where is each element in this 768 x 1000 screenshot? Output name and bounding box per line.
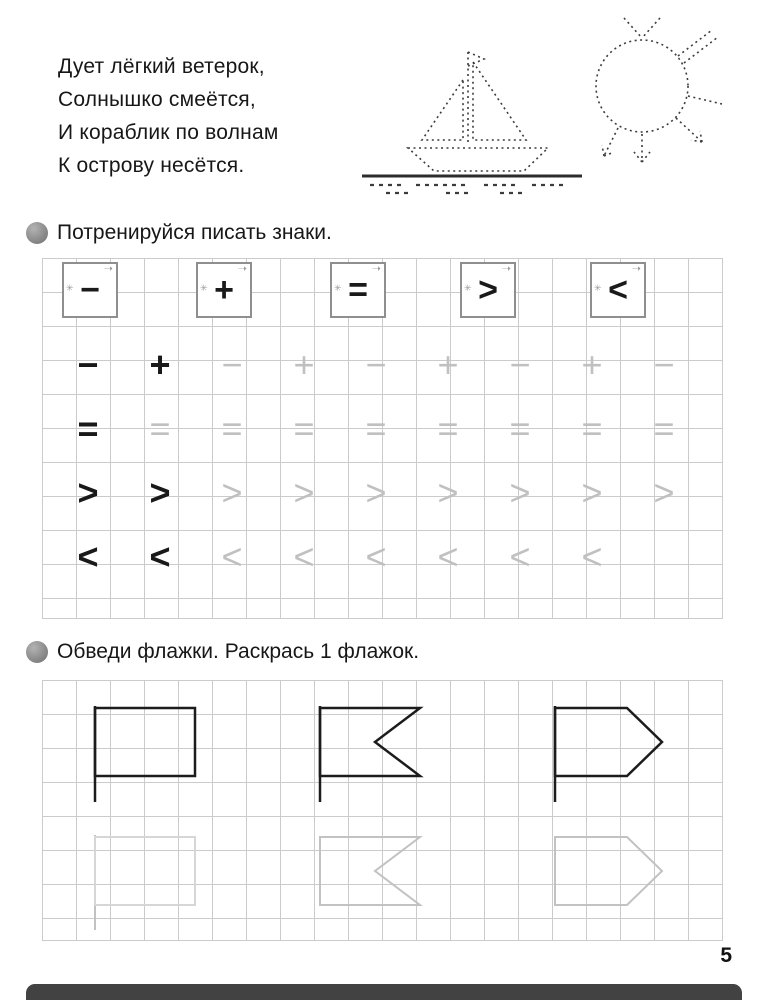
sign-trace: = — [509, 408, 531, 449]
sun-circle — [596, 40, 688, 132]
sign-trace: = — [653, 408, 675, 449]
sun-illustration — [596, 18, 722, 162]
section-header-signs — [26, 221, 332, 245]
stroke-direction-arrow-icon: ➝ — [103, 263, 113, 275]
sign-trace: = — [221, 408, 243, 449]
tracing-illustration — [350, 10, 755, 202]
sign-dark: > — [149, 472, 171, 513]
sign-trace: = — [365, 408, 387, 449]
stroke-direction-arrow-icon: ➝ — [371, 263, 381, 275]
sign-example-box — [330, 262, 386, 318]
sign-example-box — [62, 262, 118, 318]
sign-trace: < — [509, 536, 531, 577]
section-title: Потренируйся писать знаки. — [57, 221, 332, 244]
sign-dark: > — [77, 472, 99, 513]
sign-trace: > — [293, 472, 315, 513]
sign-example: − — [80, 271, 100, 309]
flags-illustration — [42, 680, 722, 940]
sign-example: < — [608, 271, 628, 309]
sign-trace: + — [437, 344, 459, 385]
stroke-direction-arrow-icon: ➝ — [237, 263, 247, 275]
section-bullet-icon — [26, 222, 48, 244]
page-number: 5 — [720, 944, 732, 967]
flags-trace-row — [95, 835, 662, 930]
flag-rectangle-dark — [95, 708, 195, 776]
practice-row-minus-plus — [52, 346, 700, 386]
section-header-flags — [26, 640, 419, 664]
stroke-start-marker-icon: ✳ — [66, 283, 74, 293]
practice-row-equals — [52, 410, 700, 450]
stroke-direction-arrow-icon: ➝ — [631, 263, 641, 275]
section-bullet-icon — [26, 641, 48, 663]
sign-trace: − — [365, 344, 387, 385]
stroke-start-marker-icon: ✳ — [200, 283, 208, 293]
sun-ray — [688, 96, 722, 104]
sign-example-box — [460, 262, 516, 318]
sign-dark: − — [77, 344, 99, 385]
sign-trace: < — [581, 536, 603, 577]
stroke-direction-arrow-icon: ➝ — [501, 263, 511, 275]
sun-ray-arrow — [602, 128, 618, 156]
boat-hull — [408, 148, 548, 171]
sign-trace: − — [221, 344, 243, 385]
sign-example-box — [590, 262, 646, 318]
poem — [58, 50, 278, 182]
sign-trace: − — [653, 344, 675, 385]
sign-trace: > — [437, 472, 459, 513]
flag-pennant-trace — [555, 837, 662, 905]
sign-trace: > — [509, 472, 531, 513]
sun-ray — [684, 37, 718, 63]
flag-pennant-dark — [555, 708, 662, 776]
flags-grid — [42, 680, 723, 941]
sailboat-illustration — [408, 52, 548, 171]
sun-ray-arrow — [634, 134, 650, 162]
boat-sail-left — [422, 80, 463, 140]
sign-example-box — [196, 262, 252, 318]
flags-dark-row — [95, 706, 662, 802]
boat-sail-right — [473, 62, 526, 140]
practice-row-greater — [52, 474, 700, 514]
practice-row-less — [52, 538, 628, 578]
boat-pennant-icon — [468, 52, 484, 66]
stroke-start-marker-icon: ✳ — [334, 283, 342, 293]
flag-swallowtail-trace — [320, 837, 420, 905]
sign-example: + — [214, 271, 234, 309]
practice-grid — [42, 258, 723, 619]
sign-dark: + — [149, 344, 171, 385]
poem-line: Дует лёгкий ветерок, — [58, 55, 265, 78]
sign-trace: > — [221, 472, 243, 513]
sign-trace: < — [293, 536, 315, 577]
sign-trace: < — [437, 536, 459, 577]
sign-trace: > — [365, 472, 387, 513]
sign-example: = — [348, 271, 368, 309]
stroke-start-marker-icon: ✳ — [464, 283, 472, 293]
poem-line: К острову несётся. — [58, 154, 245, 177]
sign-trace: − — [509, 344, 531, 385]
sun-ray-arrow — [676, 118, 702, 142]
sign-trace: > — [653, 472, 675, 513]
sun-top-ray — [624, 18, 660, 38]
section-title: Обведи флажки. Раскрась 1 флажок. — [57, 640, 420, 663]
sign-dark: < — [77, 536, 99, 577]
sign-trace: + — [581, 344, 603, 385]
sign-dark: < — [149, 536, 171, 577]
page-edge-bar — [26, 984, 742, 1000]
flag-swallowtail-dark — [320, 708, 420, 776]
flag-rectangle-trace — [95, 837, 195, 905]
sign-trace: = — [437, 408, 459, 449]
poem-line: Солнышко смеётся, — [58, 88, 256, 111]
sign-trace: = — [293, 408, 315, 449]
sign-trace: > — [581, 472, 603, 513]
sign-dark: = — [77, 408, 99, 449]
sign-trace: + — [293, 344, 315, 385]
sign-example: > — [478, 271, 498, 309]
sign-trace: = — [149, 408, 171, 449]
stroke-start-marker-icon: ✳ — [594, 283, 602, 293]
sign-trace: = — [581, 408, 603, 449]
sign-trace: < — [365, 536, 387, 577]
sign-trace: < — [221, 536, 243, 577]
poem-line: И кораблик по волнам — [58, 121, 279, 144]
water-dashes — [370, 185, 564, 193]
sun-ray — [678, 30, 712, 56]
